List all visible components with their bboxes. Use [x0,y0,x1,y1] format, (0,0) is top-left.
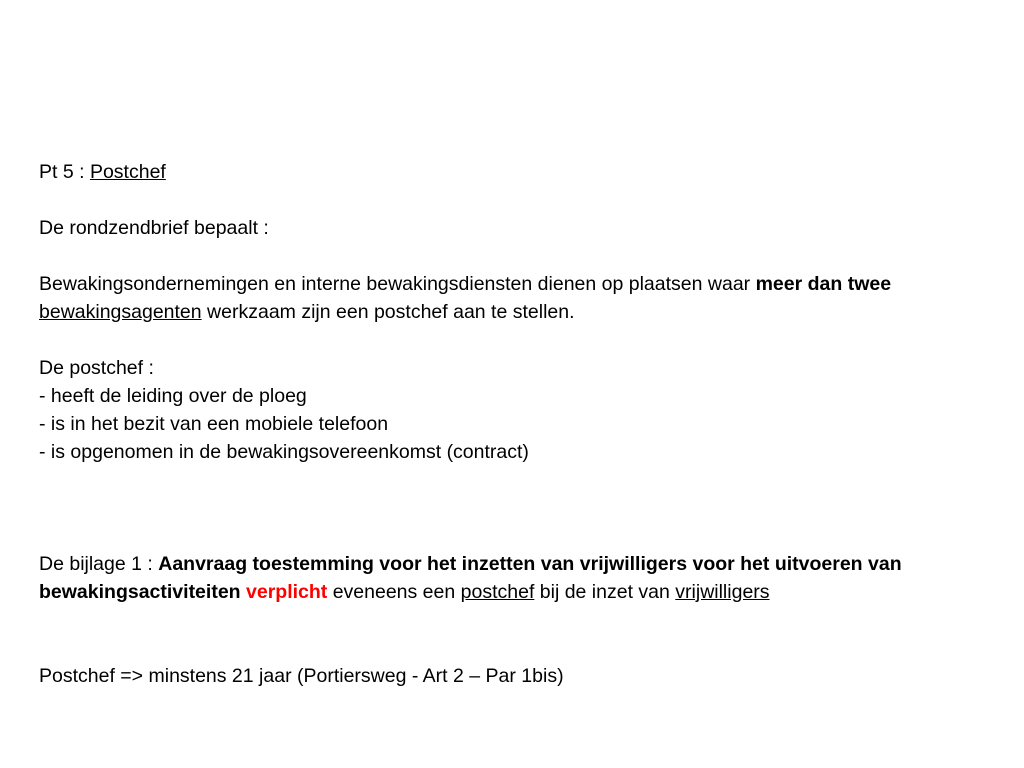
bijlage-text-a: eveneens een [327,581,461,603]
bijlage-underlined-vrijwilligers: vrijwilligers [675,581,770,603]
heading-title: Postchef [89,161,166,183]
slide-content [39,158,949,690]
paragraph-bijlage [39,550,949,606]
list-item: - is in het bezit van een mobiele telefoon [39,413,389,435]
section-heading [39,158,949,186]
paragraph-postchef-requirement [39,270,949,326]
footer-line: Postchef => minstens 21 jaar (Portiersweg - Art 2 – Par 1bis) [39,665,564,687]
bijlage-text-b: bij de inzet van [534,581,676,603]
paragraph1-text-a: Bewakingsondernemingen en interne bewakingsdiensten dienen op plaatsen waar [39,273,756,295]
paragraph1-underlined: bewakingsagenten [39,301,202,323]
paragraph1-bold: meer dan twee [755,273,892,295]
bijlage-underlined-postchef: postchef [460,581,535,603]
list-item: - heeft de leiding over de ploeg [39,385,307,407]
list-item: - is opgenomen in de bewakingsovereenkomst (contract) [39,441,529,463]
heading-prefix: Pt 5 : [39,161,90,183]
intro-line: De rondzendbrief bepaalt : [39,217,269,239]
bijlage-prefix: De bijlage 1 : [39,553,159,575]
postchef-list-label: De postchef : [39,357,154,379]
bijlage-red-word: verplicht [246,581,328,603]
paragraph1-text-b: werkzaam zijn een postchef aan te stellen. [201,301,575,323]
bijlage-bold-title: Aanvraag toestemming voor het inzetten van vrijwilligers voor het uitvoeren van bewakingsactiviteiten [39,553,902,603]
